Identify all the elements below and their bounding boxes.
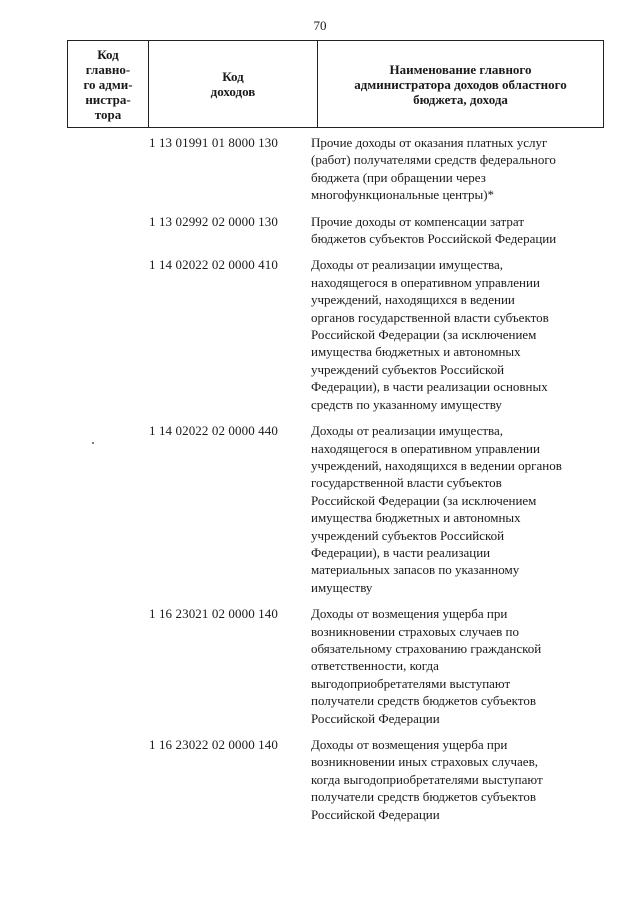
row-code: 1 14 02022 02 0000 440 — [149, 423, 278, 439]
row-name: Прочие доходы от компенсации затрат бюджетов субъектов Российской Федерации — [311, 213, 557, 247]
row-name: Доходы от реализации имущества, находящегося в оперативном управлении учреждений, находящихся в ведении органов государственной власти субъектов Российской Федерации (за исключением имущества бюджетных и автономных учреждений субъектов Российской Федерации), в части реализации основных средств по указанному имуществу — [311, 257, 549, 412]
row-code: 1 16 23021 02 0000 140 — [149, 606, 278, 622]
row-name: Прочие доходы от оказания платных услуг (работ) получателями средств федерального бюджета (при обращении через многофункциональные центры)* — [311, 135, 556, 203]
header-name-text: Наименование главного администратора доходов областного бюджета, дохода — [354, 61, 567, 107]
table-row — [67, 256, 604, 413]
row-code: 1 16 23022 02 0000 140 — [149, 737, 278, 752]
table-row — [67, 605, 604, 727]
scan-speck — [92, 442, 94, 444]
row-admin — [67, 213, 143, 248]
table-row — [67, 134, 604, 204]
row-code: 1 14 02022 02 0000 410 — [149, 257, 278, 273]
row-code: 1 13 02992 02 0000 130 — [149, 213, 278, 229]
row-admin — [67, 422, 143, 596]
row-code: 1 13 01991 01 8000 130 — [149, 135, 278, 150]
row-name: Доходы от возмещения ущерба при возникновении страховых случаев по обязательному страхованию гражданской ответственности, когда выгодоприобретателями выступают получатели средств бюджетов субъектов Российской Федерации — [311, 606, 542, 726]
row-name: Доходы от возмещения ущерба при возникновении иных страховых случаев, когда выгодоприобретателями выступают получатели средств бюджетов субъектов Российской Федерации — [311, 737, 543, 822]
row-admin — [67, 134, 143, 204]
header-name — [318, 41, 604, 128]
table-row — [67, 736, 604, 823]
header-admin-code — [68, 41, 149, 128]
income-rows — [67, 134, 604, 832]
row-name: Доходы от реализации имущества, находящегося в оперативном управлении учреждений, находящихся в ведении органов государственной власти субъектов Российской Федерации (за исключением имущества бюджетных и автономных учреждений субъектов Российской Федерации), в части реализации материальных запасов по указанному имуществу — [311, 423, 562, 595]
table-row — [67, 422, 604, 596]
row-admin — [67, 736, 143, 823]
row-admin — [67, 256, 143, 413]
table-row — [67, 213, 604, 248]
header-admin-code-text: Код главно- го адми- нистра- тора — [83, 46, 133, 122]
page-number: 70 — [313, 18, 327, 33]
row-admin — [67, 605, 143, 727]
table-header — [67, 40, 604, 128]
header-income-code — [149, 41, 318, 128]
header-income-code-text: Код доходов — [210, 69, 256, 99]
